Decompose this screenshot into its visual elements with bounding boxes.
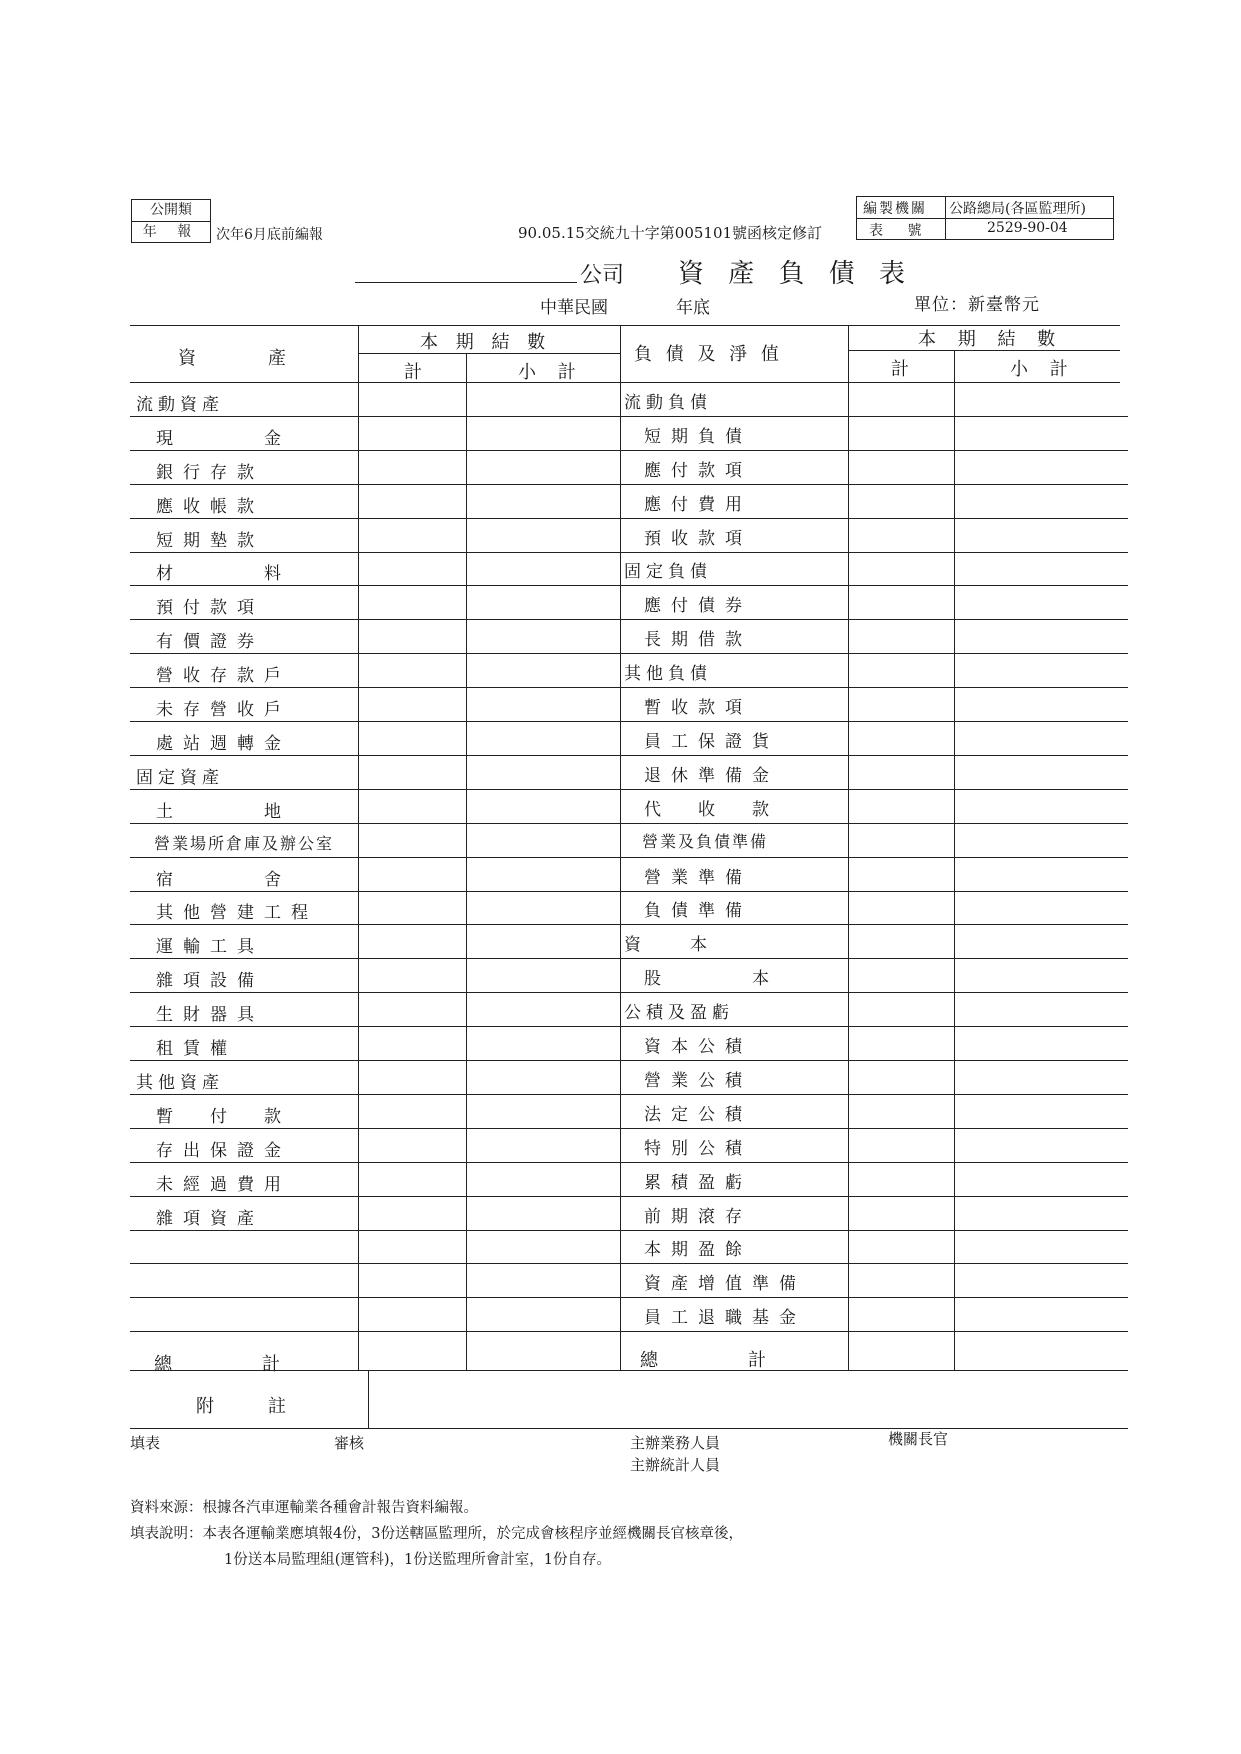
liability-item-label: 員工保證貨 (644, 731, 779, 752)
asset-item-label: 生財器具 (156, 1005, 264, 1026)
row-divider (130, 755, 1128, 756)
row-divider (130, 619, 1128, 620)
data-source-note: 資料來源：根據各汽車運輸業各種會計報告資料編報。 (130, 1500, 478, 1516)
agency-label: 編製機關 (863, 201, 927, 217)
form-number-label: 表 號 (869, 223, 932, 239)
row-divider (130, 789, 1128, 790)
asset-item-label: 暫 付 款 (156, 1106, 291, 1127)
row-divider (130, 1297, 1128, 1298)
liability-item-label: 其他負債 (624, 664, 712, 685)
filling-instruction-1: 填表說明：本表各運輸業應填報4份，3份送轄區監理所，於完成會核程序並經機關長官核章後， (130, 1526, 743, 1542)
agency-value: 公路總局(各區監理所) (949, 201, 1086, 217)
assets-total-label: 總 計 (154, 1354, 280, 1375)
asset-item-label: 未存營收戶 (156, 700, 291, 720)
liability-item-label: 應付債券 (644, 596, 752, 617)
row-divider (130, 416, 1128, 417)
asset-item-label: 材 料 (156, 564, 291, 585)
asset-item-label: 宿 舍 (156, 869, 291, 890)
header-assets: 資 產 (178, 348, 286, 369)
asset-item-label: 處站週轉金 (156, 733, 291, 754)
agency-box (856, 196, 1114, 240)
currency-unit: 單位：新臺幣元 (914, 295, 1040, 315)
asset-item-label: 應收帳款 (156, 496, 264, 517)
signature-reviewer: 審核 (334, 1434, 365, 1452)
row-divider (130, 484, 1128, 485)
liability-item-label: 股 本 (644, 969, 779, 990)
liability-item-label: 營業準備 (644, 867, 752, 888)
row-divider (130, 823, 1128, 824)
row-divider (130, 857, 1128, 858)
header-period-total-right: 本 期 結 數 (918, 329, 1064, 350)
row-divider (130, 1162, 1128, 1163)
header-sub-right: 計 (891, 359, 909, 380)
asset-item-label: 其他資產 (136, 1072, 224, 1093)
liability-item-label: 負債準備 (644, 901, 752, 922)
asset-item-label: 現 金 (156, 428, 291, 449)
liability-item-label: 短期負債 (644, 426, 752, 447)
row-divider (130, 924, 1128, 925)
liability-item-label: 資 本 (624, 935, 712, 956)
row-divider (130, 992, 1128, 993)
liability-item-label: 暫收款項 (644, 698, 752, 718)
asset-item-label: 有價證券 (156, 632, 264, 653)
asset-item-label: 雜項資產 (156, 1208, 264, 1229)
asset-item-label: 營業場所倉庫及辦公室 (154, 833, 335, 853)
row-divider (130, 721, 1128, 722)
row-divider (130, 891, 1128, 892)
liability-item-label: 公積及盈虧 (624, 1003, 734, 1024)
asset-item-label: 雜項設備 (156, 971, 264, 992)
liability-item-label: 資產增值準備 (644, 1274, 806, 1295)
liability-item-label: 流動負債 (624, 392, 712, 413)
asset-item-label: 其他營建工程 (156, 903, 318, 924)
remarks-label: 附 註 (196, 1396, 286, 1417)
liability-item-label: 特別公積 (644, 1138, 752, 1159)
header-liabilities: 負 債 及 淨 值 (634, 344, 783, 365)
asset-item-label: 未經過費用 (156, 1174, 291, 1195)
signature-chief: 機關長官 (888, 1430, 949, 1448)
period-year-end: 年底 (676, 298, 710, 318)
classification-annual: 年 報 (142, 224, 200, 240)
liability-item-label: 退休準備金 (644, 765, 779, 786)
company-suffix: 公司 (580, 263, 625, 288)
liabilities-total-label: 總 計 (640, 1350, 766, 1371)
signature-filler: 填表 (130, 1434, 161, 1452)
asset-item-label: 預付款項 (156, 598, 264, 619)
row-divider (130, 653, 1128, 654)
liability-item-label: 本期盈餘 (644, 1240, 752, 1261)
liability-item-label: 前期滾存 (644, 1206, 752, 1227)
liability-item-label: 應付費用 (644, 494, 752, 515)
liability-item-label: 法定公積 (644, 1104, 752, 1125)
form-number-value: 2529-90-04 (987, 220, 1068, 236)
asset-item-label: 營收存款戶 (156, 666, 291, 687)
liability-item-label: 代 收 款 (644, 799, 779, 820)
report-deadline: 次年6月底前編報 (216, 227, 323, 243)
header-subtotal-left: 小 計 (518, 362, 584, 383)
liability-item-label: 累積盈虧 (644, 1172, 752, 1193)
row-divider (130, 450, 1128, 451)
approval-note: 90.05.15交統九十字第005101號函核定修訂 (518, 224, 823, 242)
liability-item-label: 營業及負債準備 (642, 831, 769, 851)
liability-item-label: 固定負債 (624, 562, 712, 583)
liability-item-label: 應付款項 (644, 460, 752, 481)
filling-instruction-2: 1份送本局監理組(運管科)，1份送監理所會計室，1份自存。 (224, 1552, 611, 1568)
asset-item-label: 存出保證金 (156, 1140, 291, 1161)
header-period-total-left: 本 期 結 數 (420, 332, 552, 353)
asset-item-label: 銀行存款 (156, 462, 264, 483)
asset-item-label: 租賃權 (156, 1039, 237, 1059)
liability-item-label: 營業公積 (644, 1070, 752, 1091)
row-divider (130, 1331, 1128, 1332)
row-divider (130, 958, 1128, 959)
classification-public: 公開類 (132, 200, 210, 222)
row-divider (130, 1128, 1128, 1129)
row-divider (130, 552, 1128, 553)
row-divider (130, 1196, 1128, 1197)
asset-item-label: 土 地 (156, 801, 291, 822)
liability-item-label: 長期借款 (644, 630, 752, 651)
row-divider (130, 1094, 1128, 1095)
signature-business-officer: 主辦業務人員 (630, 1434, 721, 1452)
asset-item-label: 流動資產 (136, 394, 224, 415)
company-name-blank-line (355, 282, 577, 283)
period-era: 中華民國 (540, 298, 608, 318)
row-divider (130, 687, 1128, 688)
row-divider (130, 1060, 1128, 1061)
liability-item-label: 預收款項 (644, 528, 752, 549)
row-divider (130, 1230, 1128, 1231)
liability-item-label: 員工退職基金 (644, 1308, 806, 1329)
liability-item-label: 資本公積 (644, 1037, 752, 1057)
row-divider (130, 1263, 1128, 1264)
header-subtotal-right: 小 計 (1010, 359, 1076, 380)
header-sub-left: 計 (404, 362, 422, 383)
row-divider (130, 585, 1128, 586)
signature-stat-officer: 主辦統計人員 (630, 1456, 721, 1474)
page-title: 資 產 負 債 表 (678, 259, 914, 289)
classification-box (131, 199, 211, 243)
asset-item-label: 固定資產 (136, 767, 224, 788)
asset-item-label: 運輸工具 (156, 937, 264, 958)
row-divider (130, 518, 1128, 519)
asset-item-label: 短期墊款 (156, 530, 264, 551)
row-divider (130, 1026, 1128, 1027)
